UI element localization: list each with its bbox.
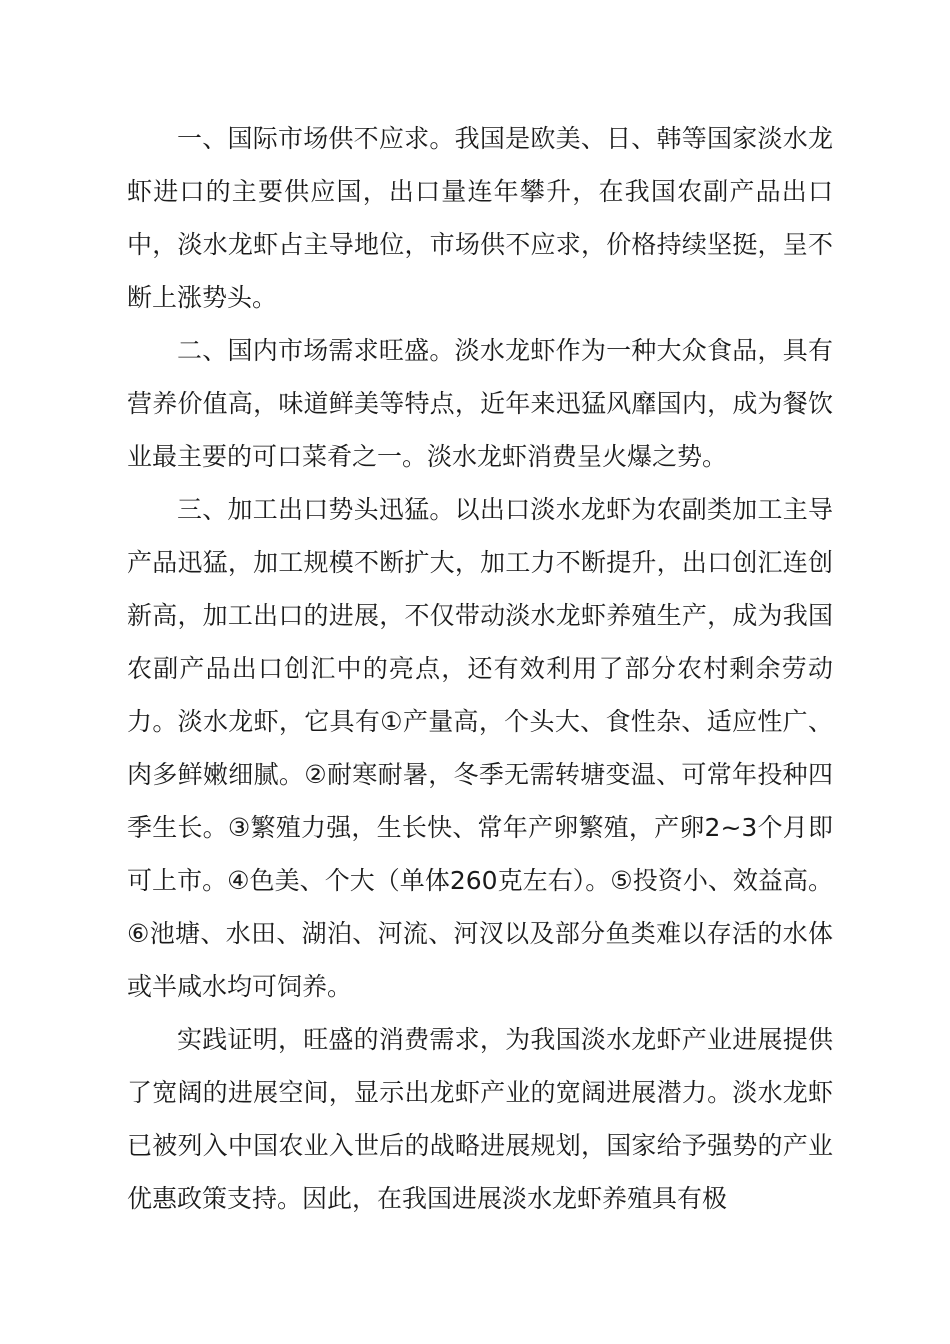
paragraph-practice-proof: 实践证明，旺盛的消费需求，为我国淡水龙虾产业进展提供了宽阔的进展空间，显示出龙虾产业的宽阔进展潜力。淡水龙虾已被列入中国农业入世后的战略进展规划，国家给予强势的产业优惠政策支持。因此，在我国进展淡水龙虾养殖具有极 [127,1025,833,1213]
paragraph-processing-export: 三、加工出口势头迅猛。以出口淡水龙虾为农副类加工主导产品迅猛，加工规模不断扩大，加工力不断提升，出口创汇连创新高，加工出口的进展，不仅带动淡水龙虾养殖生产，成为我国农副产品出口创汇中的亮点，还有效利用了部分农村剩余劳动力。淡水龙虾，它具有①产量高，个头大、食性杂、适应性广、肉多鲜嫩细腻。②耐寒耐暑，冬季无需转塘变温、可常年投种四季生长。③繁殖力强，生长快、常年产卵繁殖，产卵2~3个月即可上市。④色美、个大（单体260克左右）。⑤投资小、效益高。⑥池塘、水田、湖泊、河流、河汊以及部分鱼类难以存活的水体或半咸水均可饲养。 [127,495,833,1001]
document-body [127,112,833,1225]
paragraph-international-market: 一、国际市场供不应求。我国是欧美、日、韩等国家淡水龙虾进口的主要供应国，出口量连年攀升，在我国农副产品出口中，淡水龙虾占主导地位，市场供不应求，价格持续坚挺，呈不断上涨势头。 [127,124,833,312]
paragraph-domestic-market: 二、国内市场需求旺盛。淡水龙虾作为一种大众食品，具有营养价值高，味道鲜美等特点，近年来迅猛风靡国内，成为餐饮业最主要的可口菜肴之一。淡水龙虾消费呈火爆之势。 [127,336,833,471]
